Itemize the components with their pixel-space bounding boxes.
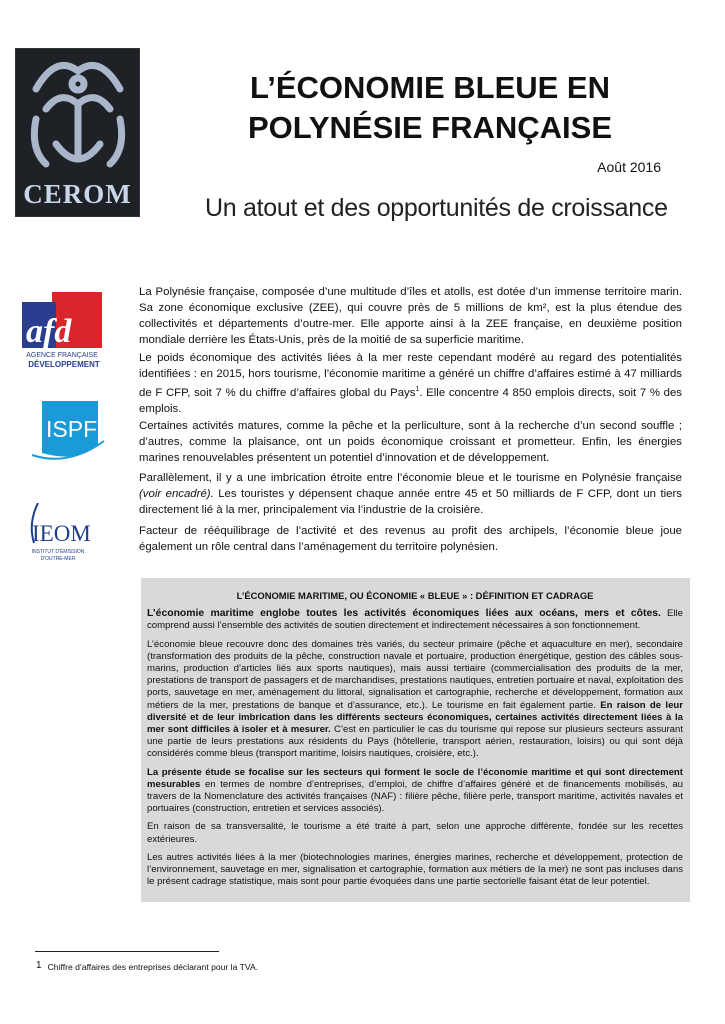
- footnote-divider: [35, 951, 219, 952]
- see-box-link[interactable]: (voir encadré).: [139, 488, 214, 500]
- intro-paragraph-4: Parallèlement, il y a une imbrication étroite entre l’économie bleue et le tourisme en Polynésie française (voir encadré). Les touristes y dépensent chaque année entre 45 et 50 milliards de F CFP, dont un tiers directement lié à la mer, principalement via l’industrie de la croisière.: [139, 472, 682, 516]
- ieom-logo: [22, 503, 94, 565]
- intro-paragraph-2: Le poids économique des activités liées à la mer reste cependant modéré au regard des potentialités identifiées : en 2015, hors tourisme, l’économie maritime a généré un chiffre d’affaires estimé à 47 milliards de F CFP, soit 7 % du chiffre d’affaires global du Pays$^1$. Elle concentre 4 850 emplois directs, soit 7 % des emplois.: [139, 352, 683, 415]
- box-paragraph-1: L’économie maritime englobe toutes les activités économiques liées aux océans, mers et côtes. Elle comprend aussi l’ensemble des activités de soutien directement et indirectement nécessaires à son fonctionnement.: [147, 608, 683, 632]
- page-title: [180, 68, 680, 148]
- footnote: [36, 960, 258, 972]
- ieom-sub-2: D'OUTRE-MER: [40, 556, 76, 562]
- intro-paragraph-5: Facteur de rééquilibrage de l’activité et des revenus au profit des archipels, l’économie bleue joue également un rôle central dans l’aménagement du territoire polynésien.: [139, 525, 682, 553]
- box-paragraph-5: Les autres activités liées à la mer (biotechnologies marines, énergies marines, recherche et développement, protection de l’environnement, sauvetage en mer, signalisation et cartographie, formation aux métiers de la mer) ne sont pas incluses dans le présent cadrage statistique, mais sont pour partie évoquées dans une partie sectorielle faisant état de leur potentiel.: [147, 851, 683, 888]
- box-paragraph-4: En raison de sa transversalité, le tourisme a été traité à part, selon une approche différente, fondée sur les recettes extérieures.: [147, 821, 683, 845]
- ieom-text: IEOM: [32, 521, 91, 546]
- afd-line-1: AGENCE FRANÇAISE: [26, 352, 98, 359]
- box-paragraph-2: L’économie bleue recouvre donc des domaines très variés, du secteur primaire (pêche et aquaculture en mer), secondaire (transformation des produits de la pêche, construction navale et portuaire, production énergétique, gestion des câbles sous-marins, production d’articles liés aux sports nautiques), mais aussi tertiaire (commercialisation des produits de la mer, prestations de transport de passagers et de marchandises, prestations nautiques, entretien portuaire et naval, exploitation des ports, sauvetage en mer, aménagement du littoral, signalisation et cartographie, recherche et développement, formation aux métiers de la mer, prestations de banque et d’assurance, etc.). Le tourisme en fait également partie. En raison de leur diversité et de leur imbrication dans les différents secteurs économiques, certaines activités directement liées à la mer sont difficiles à isoler et à mesurer. C’est en particulier le cas du tourisme qui repose sur plusieurs secteurs assurant une partie de leurs prestations aux résidents du Pays (hôtellerie, transport aérien, restauration, loisirs) ou qui sont déjà considérés comme bleus (transport maritime, loisirs nautiques, croisière, etc.).: [147, 638, 684, 760]
- box-paragraph-3: La présente étude se focalise sur les secteurs qui forment le socle de l’économie maritime et qui sont directement mesurables en termes de nombre d’entreprises, d’emploi, de chiffre d’affaires généré et de financements mobilisés, au travers de la Nomenclature des activités françaises (NAF) : filière pêche, filière perle, transport maritime, activités navales et portuaires (construction, entretien et services associés).: [147, 766, 683, 815]
- title-line-2: POLYNÉSIE FRANÇAISE: [247, 110, 613, 145]
- footnote-text: Chiffre d’affaires des entreprises déclarant pour la TVA.: [47, 962, 259, 972]
- afd-line-2: DÉVELOPPEMENT: [28, 360, 100, 369]
- cerom-logo: [15, 48, 140, 217]
- box-title: L’ÉCONOMIE MARITIME, OU ÉCONOMIE « BLEUE » : DÉFINITION ET CADRAGE: [236, 590, 594, 601]
- intro-paragraph-3: Certaines activités matures, comme la pêche et la perliculture, sont à la recherche d’un second souffle ; d’autres, comme la plaisance, ont un poids économique croissant et prometteur. Enfin, les énergies marines renouvelables présentent un potentiel d’innovation et de développement.: [139, 420, 682, 464]
- afd-logo: [16, 292, 108, 370]
- footnote-number: 1: [36, 960, 42, 971]
- definition-box: [141, 578, 690, 902]
- footnote-ref[interactable]: 1: [415, 386, 420, 393]
- afd-mark-text: afd: [26, 313, 72, 350]
- cerom-logo-text: CEROM: [23, 179, 132, 209]
- title-line-1: L’ÉCONOMIE BLEUE EN: [250, 70, 610, 105]
- ieom-sub-1: INSTITUT D'ÉMISSION: [31, 549, 85, 555]
- page-subtitle: Un atout et des opportunités de croissance: [205, 194, 668, 222]
- publication-date: Août 2016: [597, 159, 661, 175]
- ispf-text: ISPF: [46, 416, 98, 442]
- intro-paragraph-1: La Polynésie française, composée d’une multitude d’îles et atolls, est dotée d’un immense territoire marin. Sa zone économique exclusive (ZEE), qui couvre près de 5 millions de km², est la plus étendue des collectivités et départements d’outre-mer. Elle apporte ainsi à la ZEE française, en deuxième position mondiale derrière les États-Unis, près de la moitié de sa superficie maritime.: [139, 286, 682, 346]
- ispf-logo: [28, 397, 106, 463]
